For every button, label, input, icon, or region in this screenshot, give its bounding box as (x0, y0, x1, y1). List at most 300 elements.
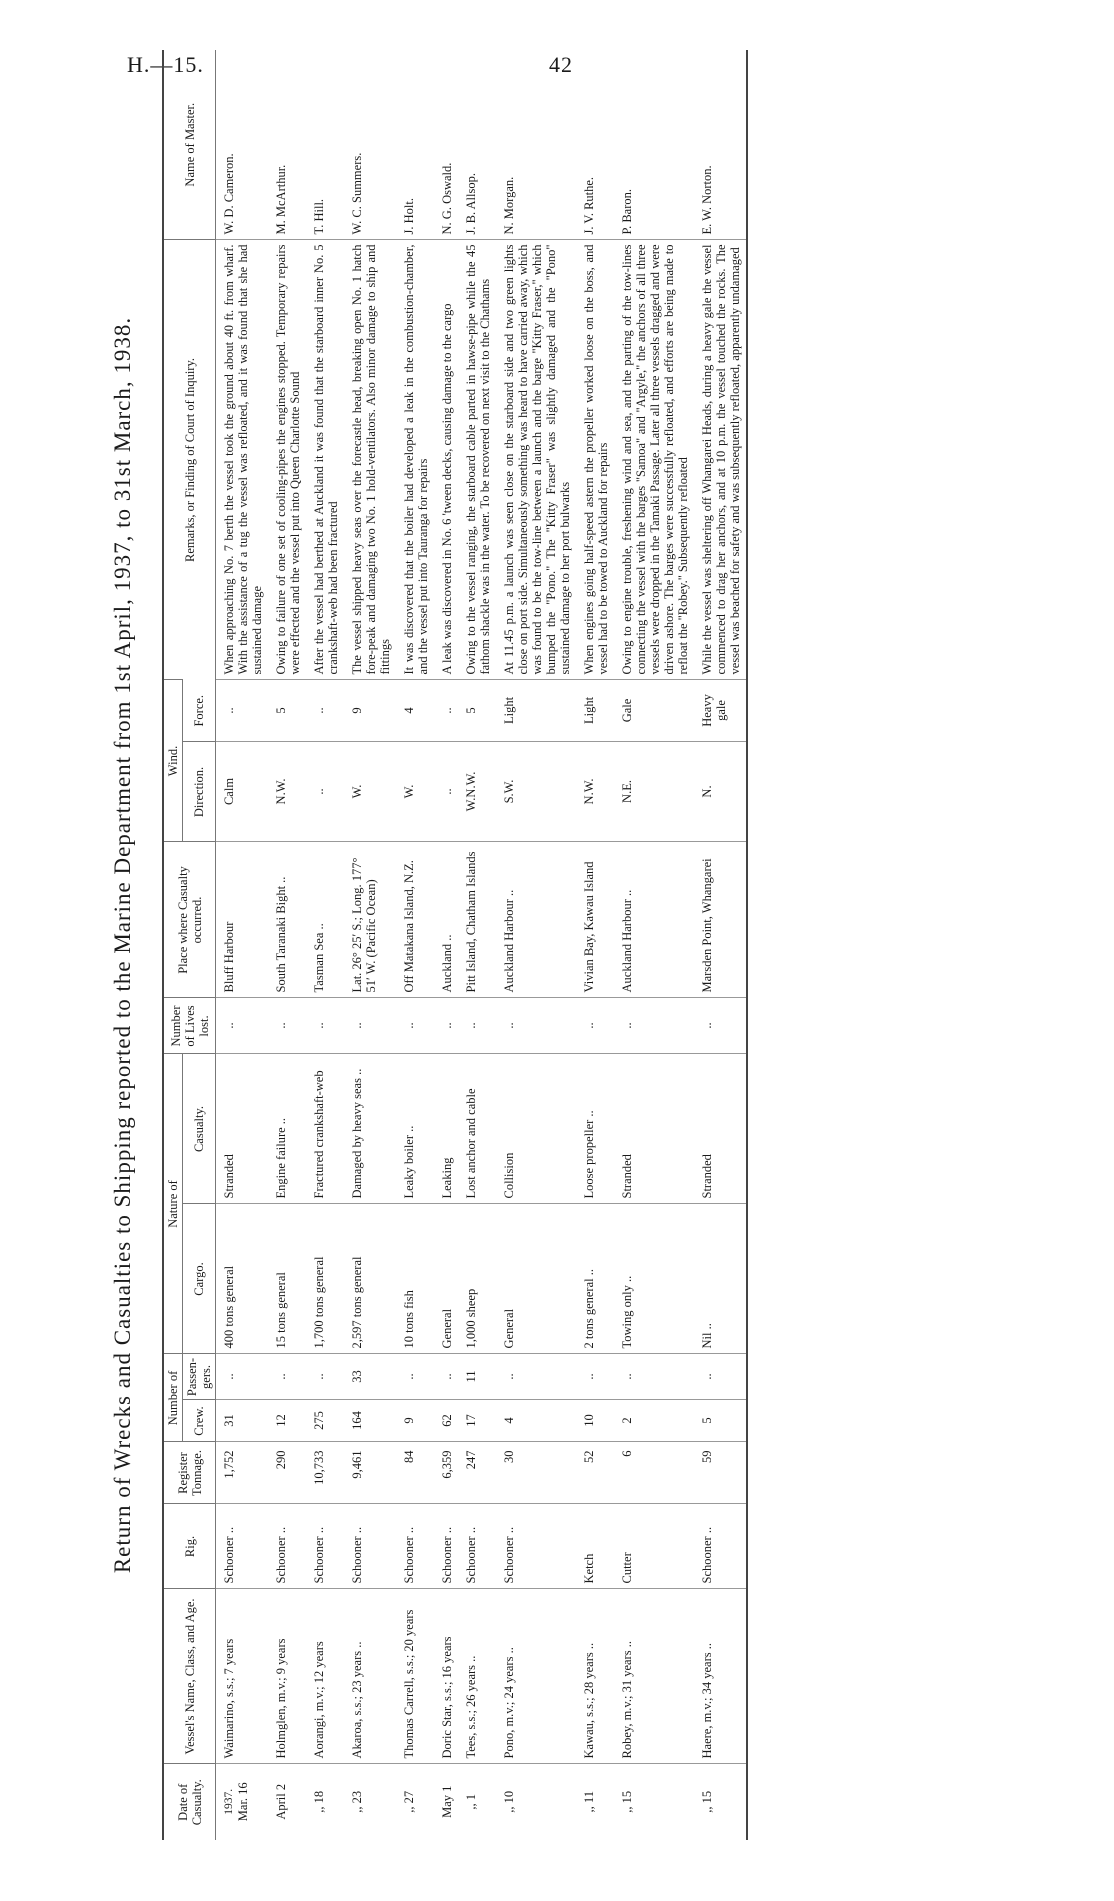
cell-master-text: T. Hill. (312, 198, 326, 235)
cell-remarks-text: When approaching No. 7 berth the vessel took the ground about 40 ft. from wharf. With the assistance of a tug the vessel was refloated, and it was found that she had sustained damage (222, 244, 264, 675)
cell-tonnage (458, 1442, 496, 1504)
cell-crew-text: 2 (620, 1417, 634, 1424)
cell-cargo (694, 1204, 747, 1354)
cell-rig (306, 1504, 344, 1589)
cell-crew (614, 1400, 694, 1442)
cell-tonnage (576, 1442, 614, 1504)
cell-cargo (344, 1204, 396, 1354)
cell-date (306, 1764, 344, 1840)
cell-crew (306, 1400, 344, 1442)
cell-force-text: Heavy gale (700, 694, 728, 727)
cell-vessel-text: Waimarino, s.s.; 7 years (222, 1638, 236, 1759)
cell-direction-text: Calm (222, 777, 236, 806)
cell-place (216, 842, 269, 998)
cell-lives-lost (694, 998, 747, 1054)
cell-place-text: South Taranaki Bight .. (274, 876, 288, 993)
cell-vessel-text: Aorangi, m.v.; 12 years (312, 1641, 326, 1759)
cell-date (216, 1764, 269, 1840)
cell-casualty-text: Stranded (700, 1154, 714, 1199)
cell-casualty-text: Fractured crankshaft-web (312, 1070, 326, 1199)
cell-remarks-text: While the vessel was sheltering off Whangarei Heads, during a heavy gale the vessel commenced to drag her anchors, and at 10 p.m. the vessel touched the rocks. The vessel was beached for safety and was subsequently refloated, apparently undamaged (700, 244, 742, 675)
cell-casualty-text: Leaking (440, 1157, 454, 1199)
cell-tonnage-text: 247 (464, 1450, 478, 1470)
table-row (576, 50, 614, 1840)
cell-passengers-text: .. (700, 1373, 714, 1380)
table-row (344, 50, 396, 1840)
cell-date-text: ,, 11 (582, 1791, 596, 1813)
cell-date-text: ,, 15 (620, 1790, 634, 1813)
cell-place-text: Auckland Harbour .. (502, 889, 516, 993)
cell-remarks (694, 240, 747, 680)
table-row (434, 50, 458, 1840)
cell-date-text: ,, 18 (312, 1790, 326, 1813)
cell-passengers (614, 1354, 694, 1400)
cell-crew-text: 275 (312, 1411, 326, 1430)
cell-vessel-text: Thomas Carrell, s.s.; 20 years (402, 1609, 416, 1759)
table-row (694, 50, 747, 1840)
col-casualty: Casualty. (183, 1054, 216, 1204)
cell-vessel (344, 1589, 396, 1764)
cell-master (576, 50, 614, 240)
cell-vessel (458, 1589, 496, 1764)
cell-passengers (458, 1354, 496, 1400)
cell-force-text: 5 (464, 707, 478, 714)
cell-place (458, 842, 496, 998)
cell-cargo-text: General (440, 1308, 454, 1349)
cell-passengers-text: .. (312, 1373, 326, 1380)
cell-master (434, 50, 458, 240)
cell-master-text: E. W. Norton. (700, 165, 714, 235)
cell-remarks (458, 240, 496, 680)
cell-date-text: ,, 27 (402, 1790, 416, 1813)
cell-master-text: N. Morgan. (502, 176, 516, 235)
cell-remarks-text: It was discovered that the boiler had developed a leak in the combustion-chamber, and the vessel put into Tauranga for repairs (402, 244, 430, 675)
cell-crew (694, 1400, 747, 1442)
cell-crew (216, 1400, 269, 1442)
cell-direction-text: N.W. (582, 778, 596, 805)
cell-direction (306, 742, 344, 842)
cell-cargo (614, 1204, 694, 1354)
cell-date (496, 1764, 576, 1840)
cell-tonnage (268, 1442, 306, 1504)
cell-rig-text: Schooner .. (350, 1526, 364, 1584)
cell-date (576, 1764, 614, 1840)
cell-place (576, 842, 614, 998)
cell-lives-lost (216, 998, 269, 1054)
cell-casualty (344, 1054, 396, 1204)
cell-rig-text: Schooner .. (402, 1526, 416, 1584)
cell-rig (496, 1504, 576, 1589)
cell-tonnage (306, 1442, 344, 1504)
cell-force (216, 680, 269, 742)
col-crew: Crew. (183, 1400, 216, 1442)
cell-force (434, 680, 458, 742)
cell-vessel (306, 1589, 344, 1764)
cell-lives-lost-text: .. (350, 1022, 364, 1029)
cell-force (614, 680, 694, 742)
cell-tonnage (496, 1442, 576, 1504)
cell-passengers-text: .. (222, 1373, 236, 1380)
cell-cargo-text: 1,700 tons general (312, 1256, 326, 1349)
cell-passengers-text: 11 (464, 1370, 478, 1383)
cell-lives-lost (614, 998, 694, 1054)
cell-date (434, 1764, 458, 1840)
cell-force (576, 680, 614, 742)
cell-lives-lost (434, 998, 458, 1054)
cell-force-text: 4 (402, 707, 416, 714)
col-force: Force. (183, 680, 216, 742)
cell-crew (458, 1400, 496, 1442)
cell-passengers (496, 1354, 576, 1400)
cell-rig-text: Schooner .. (440, 1526, 454, 1584)
cell-force-text: Light (502, 696, 516, 725)
cell-crew-text: 31 (222, 1414, 236, 1427)
col-lives-lost: Number of Lives lost. (163, 998, 216, 1054)
cell-tonnage-text: 290 (274, 1450, 288, 1470)
col-remarks: Remarks, or Finding of Court of Inquiry. (163, 240, 216, 680)
cell-crew-text: 10 (582, 1414, 596, 1427)
cell-cargo-text: 1,000 sheep (464, 1288, 478, 1349)
cell-master (306, 50, 344, 240)
document-title (110, 50, 152, 1840)
cell-tonnage-text: 30 (502, 1450, 516, 1463)
cell-master-text: J. V. Ruthe. (582, 176, 596, 235)
cell-lives-lost-text: .. (620, 1022, 634, 1029)
col-nature-of: Nature of (163, 1054, 183, 1354)
cell-lives-lost-text: .. (700, 1022, 714, 1029)
cell-passengers-text: .. (620, 1373, 634, 1380)
cell-crew-text: 5 (700, 1417, 714, 1424)
cell-passengers-text: .. (402, 1373, 416, 1380)
cell-casualty (458, 1054, 496, 1204)
cell-place (344, 842, 396, 998)
cell-lives-lost (306, 998, 344, 1054)
cell-place (268, 842, 306, 998)
cell-lives-lost-text: .. (222, 1022, 236, 1029)
cell-rig-text: Schooner .. (502, 1526, 516, 1584)
cell-remarks (614, 240, 694, 680)
cell-date-text: May 1 (440, 1785, 454, 1818)
cell-remarks (576, 240, 614, 680)
cell-tonnage (396, 1442, 434, 1504)
cell-rig (344, 1504, 396, 1589)
cell-vessel-text: Holmglen, m.v.; 9 years (274, 1638, 288, 1759)
table-row (216, 50, 269, 1840)
cell-date-text: ,, 23 (350, 1790, 364, 1813)
cell-master (458, 50, 496, 240)
cell-casualty-text: Engine failure .. (274, 1117, 288, 1199)
cell-place (614, 842, 694, 998)
cell-remarks-text: A leak was discovered in No. 6 'tween decks, causing damage to the cargo (440, 303, 454, 675)
cell-master (496, 50, 576, 240)
cell-master-text: W. C. Summers. (350, 152, 364, 235)
cell-crew (344, 1400, 396, 1442)
cell-master-text: N. G. Oswald. (440, 162, 454, 235)
cell-date (396, 1764, 434, 1840)
casualties-table (162, 50, 748, 1840)
cell-lives-lost-text: .. (582, 1022, 596, 1029)
cell-cargo (396, 1204, 434, 1354)
cell-cargo-text: 2,597 tons general (350, 1256, 364, 1349)
cell-vessel (216, 1589, 269, 1764)
cell-tonnage-text: 6,359 (440, 1450, 454, 1479)
cell-year: 1937. (223, 1788, 235, 1815)
cell-vessel (694, 1589, 747, 1764)
cell-master (614, 50, 694, 240)
table-row (614, 50, 694, 1840)
cell-crew-text: 164 (350, 1411, 364, 1430)
cell-force-text: 5 (274, 707, 288, 714)
cell-direction-text: S.W. (502, 779, 516, 804)
cell-direction-text: .. (312, 788, 326, 795)
cell-casualty-text: Stranded (620, 1154, 634, 1199)
cell-remarks-text: At 11.45 p.m. a launch was seen close on the starboard side and two green lights close on port side. Simultaneously something was heard to have carried away, which was found to be the tow-line between a launch and the barge "Kitty Fraser," which bumped the "Pono." The "Kitty Fraser" was slightly damaged and the "Pono" sustained damage to her port bulwarks (502, 244, 572, 675)
cell-cargo-text: Towing only .. (620, 1275, 634, 1349)
cell-direction-text: N. (700, 785, 714, 798)
cell-casualty (396, 1054, 434, 1204)
cell-vessel (268, 1589, 306, 1764)
cell-place (396, 842, 434, 998)
cell-remarks (268, 240, 306, 680)
col-rig: Rig. (163, 1504, 216, 1589)
cell-lives-lost (268, 998, 306, 1054)
cell-rig-text: Schooner .. (222, 1526, 236, 1584)
cell-crew (576, 1400, 614, 1442)
cell-casualty-text: Lost anchor and cable (464, 1088, 478, 1199)
cell-rig-text: Schooner .. (464, 1526, 478, 1584)
page-reference: H.—15. (127, 52, 204, 77)
cell-tonnage-text: 84 (402, 1450, 416, 1463)
cell-rig (694, 1504, 747, 1589)
cell-cargo (216, 1204, 269, 1354)
table-row (268, 50, 306, 1840)
cell-date (268, 1764, 306, 1840)
cell-tonnage (614, 1442, 694, 1504)
cell-cargo-text: 2 tons general .. (582, 1269, 596, 1349)
cell-date-text: ,, 1 (464, 1793, 478, 1810)
cell-tonnage-text: 6 (620, 1450, 634, 1457)
cell-force (694, 680, 747, 742)
cell-master-text: J. Holt. (402, 198, 416, 235)
cell-master (344, 50, 396, 240)
cell-passengers-text: .. (440, 1373, 454, 1380)
cell-master (396, 50, 434, 240)
cell-date (614, 1764, 694, 1840)
cell-tonnage-text: 1,752 (222, 1450, 236, 1479)
cell-vessel-text: Haere, m.v.; 34 years .. (700, 1643, 714, 1759)
cell-date-text: April 2 (274, 1783, 288, 1820)
cell-tonnage (216, 1442, 269, 1504)
cell-cargo (576, 1204, 614, 1354)
cell-force-text: .. (440, 707, 454, 714)
cell-direction (216, 742, 269, 842)
cell-force-text: .. (312, 707, 326, 714)
col-vessel: Vessel's Name, Class, and Age. (163, 1589, 216, 1764)
cell-place-text: Pitt Island, Chatham Islands (464, 851, 478, 993)
cell-date-text: ,, 10 (502, 1790, 516, 1813)
cell-direction-text: W. (402, 784, 416, 799)
col-wind: Wind. (163, 680, 183, 842)
cell-master (694, 50, 747, 240)
cell-passengers-text: .. (582, 1373, 596, 1380)
cell-direction (614, 742, 694, 842)
cell-master-text: W. D. Cameron. (222, 153, 236, 235)
cell-vessel-text: Doric Star, s.s.; 16 years (440, 1636, 454, 1759)
cell-master-text: M. McArthur. (274, 164, 288, 235)
cell-casualty-text: Collision (502, 1152, 516, 1199)
cell-force (306, 680, 344, 742)
cell-lives-lost-text: .. (312, 1022, 326, 1029)
cell-crew-text: 12 (274, 1414, 288, 1427)
document-title-text: Return of Wrecks and Casualties to Shipping reported to the Marine Department from 1st April, 1937, to 31st March, 1938. (110, 316, 135, 1574)
rotated-table-page (110, 50, 1070, 1840)
cell-rig-text: Ketch (582, 1553, 596, 1584)
cell-tonnage (694, 1442, 747, 1504)
cell-force (458, 680, 496, 742)
table-row (496, 50, 576, 1840)
cell-cargo-text: 15 tons general (274, 1272, 288, 1349)
cell-casualty (434, 1054, 458, 1204)
cell-remarks (496, 240, 576, 680)
cell-lives-lost-text: .. (440, 1022, 454, 1029)
cell-vessel (576, 1589, 614, 1764)
cell-cargo-text: Nil .. (700, 1323, 714, 1349)
cell-rig-text: Cutter (620, 1552, 634, 1584)
cell-vessel-text: Pono, m.v.; 24 years .. (502, 1647, 516, 1759)
cell-direction-text: .. (440, 788, 454, 795)
cell-casualty (268, 1054, 306, 1204)
cell-tonnage-text: 52 (582, 1450, 596, 1463)
cell-remarks-text: When engines going half-speed astern the propeller worked loose on the boss, and vessel had to be towed to Auckland for repairs (582, 244, 610, 675)
cell-tonnage (344, 1442, 396, 1504)
cell-master-text: J. B. Allsop. (464, 173, 478, 235)
cell-place (694, 842, 747, 998)
cell-remarks (396, 240, 434, 680)
cell-passengers (268, 1354, 306, 1400)
table-row (306, 50, 344, 1840)
cell-crew-text: 4 (502, 1417, 516, 1424)
cell-force (268, 680, 306, 742)
cell-passengers (576, 1354, 614, 1400)
cell-cargo (496, 1204, 576, 1354)
cell-crew-text: 9 (402, 1417, 416, 1424)
cell-remarks-text: Owing to the vessel ranging, the starboard cable parted in hawse-pipe while the 45 fathom shackle was in the water. To be recovered on next visit to the Chathams (464, 244, 492, 675)
cell-date (344, 1764, 396, 1840)
cell-rig (614, 1504, 694, 1589)
cell-cargo-text: 10 tons fish (402, 1290, 416, 1349)
cell-place-text: Off Matakana Island, N.Z. (402, 860, 416, 993)
col-direction: Direction. (183, 742, 216, 842)
cell-passengers-text: .. (274, 1373, 288, 1380)
cell-place-text: Auckland Harbour .. (620, 889, 634, 993)
cell-casualty (496, 1054, 576, 1204)
cell-casualty (306, 1054, 344, 1204)
col-date: Date of Casualty. (163, 1764, 216, 1840)
cell-date-text: Mar. 16 (236, 1782, 250, 1822)
cell-direction (434, 742, 458, 842)
cell-force (496, 680, 576, 742)
cell-casualty-text: Loose propeller .. (582, 1110, 596, 1199)
cell-lives-lost (344, 998, 396, 1054)
col-number-of: Number of (163, 1354, 183, 1442)
col-passengers: Passen-gers. (183, 1354, 216, 1400)
cell-tonnage-text: 59 (700, 1450, 714, 1463)
table-header-row (163, 50, 183, 1840)
cell-lives-lost-text: .. (274, 1022, 288, 1029)
cell-passengers-text: 33 (350, 1370, 364, 1383)
cell-force (396, 680, 434, 742)
cell-casualty-text: Leaky boiler .. (402, 1125, 416, 1199)
cell-rig-text: Schooner .. (274, 1526, 288, 1584)
cell-casualty (576, 1054, 614, 1204)
cell-remarks-text: The vessel shipped heavy seas over the forecastle head, breaking open No. 1 hatch fore-peak and damaging two No. 1 hold-ventilators. Also minor damage to ship and fittings (350, 244, 392, 675)
cell-lives-lost (458, 998, 496, 1054)
cell-casualty-text: Stranded (222, 1154, 236, 1199)
cell-crew (396, 1400, 434, 1442)
cell-vessel (496, 1589, 576, 1764)
cell-remarks-text: After the vessel had berthed at Auckland it was found that the starboard inner No. 5 crankshaft-web had been fractured (312, 244, 340, 675)
cell-passengers (694, 1354, 747, 1400)
cell-cargo-text: General (502, 1308, 516, 1349)
cell-direction-text: N.E. (620, 780, 634, 803)
cell-place-text: Auckland .. (440, 934, 454, 993)
page-number: 42 (549, 52, 573, 77)
col-cargo: Cargo. (183, 1204, 216, 1354)
cell-cargo (306, 1204, 344, 1354)
col-tonnage: Register Tonnage. (163, 1442, 216, 1504)
cell-remarks (434, 240, 458, 680)
table-row (458, 50, 496, 1840)
cell-crew (434, 1400, 458, 1442)
cell-lives-lost-text: .. (402, 1022, 416, 1029)
cell-place-text: Tasman Sea .. (312, 923, 326, 993)
cell-passengers-text: .. (502, 1373, 516, 1380)
cell-lives-lost-text: .. (464, 1022, 478, 1029)
cell-lives-lost (576, 998, 614, 1054)
cell-direction-text: W.N.W. (464, 771, 478, 812)
cell-lives-lost-text: .. (502, 1022, 516, 1029)
cell-vessel-text: Tees, s.s.; 26 years .. (464, 1655, 478, 1759)
cell-date-text: ,, 15 (700, 1790, 714, 1813)
cell-direction (496, 742, 576, 842)
cell-rig (268, 1504, 306, 1589)
cell-rig (434, 1504, 458, 1589)
cell-place-text: Vivian Bay, Kawau Island (582, 861, 596, 993)
cell-direction (458, 742, 496, 842)
cell-place-text: Marsden Point, Whangarei (700, 858, 714, 993)
cell-vessel (434, 1589, 458, 1764)
cell-master-text: P. Baron. (620, 188, 634, 235)
cell-place-text: Lat. 26° 25′ S.; Long. 177° 51′ W. (Pacific Ocean) (350, 857, 378, 993)
cell-date (458, 1764, 496, 1840)
cell-force-text: 9 (350, 707, 364, 714)
cell-rig-text: Schooner .. (700, 1526, 714, 1584)
cell-force (344, 680, 396, 742)
cell-tonnage-text: 10,733 (312, 1450, 326, 1485)
cell-tonnage (434, 1442, 458, 1504)
cell-casualty (614, 1054, 694, 1204)
cell-place (434, 842, 458, 998)
cell-vessel-text: Kawau, s.s.; 28 years .. (582, 1642, 596, 1759)
cell-direction (396, 742, 434, 842)
cell-remarks-text: Owing to engine trouble, freshening wind and sea, and the parting of the tow-lines connecting the vessel with the barges "Samoa" and "Argyle," the anchors of all three vessels were dropped in the Tamaki Passage. Later all three vessels dragged and were driven ashore. The barges were successfully refloated, and efforts are being made to refloat the "Robey." Subsequently refloated (620, 244, 690, 675)
cell-place (496, 842, 576, 998)
cell-direction (576, 742, 614, 842)
cell-lives-lost (496, 998, 576, 1054)
cell-force-text: .. (222, 707, 236, 714)
cell-place-text: Bluff Harbour (222, 921, 236, 993)
cell-cargo (434, 1204, 458, 1354)
